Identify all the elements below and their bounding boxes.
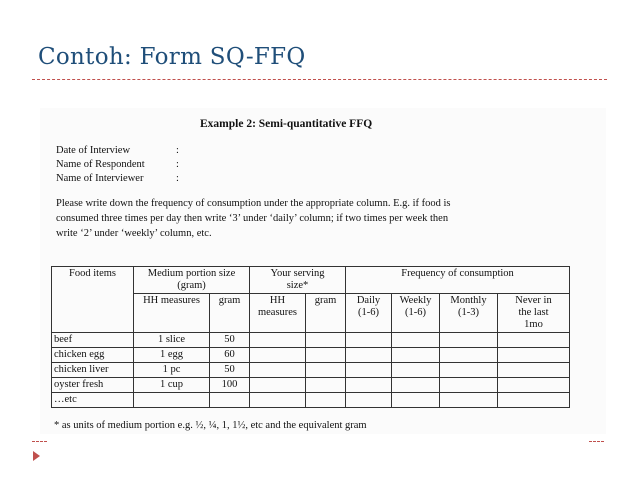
table-row: chicken liver 1 pc 50 — [52, 363, 570, 378]
title-divider — [32, 79, 607, 80]
table-row: oyster fresh 1 cup 100 — [52, 378, 570, 393]
header-serving-hh-measures: HH measures — [250, 294, 306, 333]
bottom-left-divider — [32, 441, 47, 442]
header-serving-gram: gram — [306, 294, 346, 333]
instruction-line: write ‘2’ under ‘weekly’ column, etc. — [56, 228, 212, 239]
header-frequency: Frequency of consumption — [346, 267, 570, 294]
header-medium-portion: Medium portion size (gram) — [134, 267, 250, 294]
scanned-form — [40, 108, 606, 434]
slide-title: Contoh: Form SQ-FFQ — [38, 44, 306, 70]
field-name-of-interviewer: Name of Interviewer : — [56, 173, 179, 184]
header-hh-measures: HH measures — [134, 294, 210, 333]
header-never: Never in the last 1mo — [498, 294, 570, 333]
table-row: beef 1 slice 50 — [52, 333, 570, 348]
header-daily: Daily (1-6) — [346, 294, 392, 333]
footnote: * as units of medium portion e.g. ½, ¼, 1, 1½, etc and the equivalent gram — [54, 420, 367, 431]
instructions — [56, 196, 536, 241]
header-food-items: Food items — [52, 267, 134, 333]
header-weekly: Weekly (1-6) — [392, 294, 440, 333]
instruction-line: Please write down the frequency of consumption under the appropriate column. E.g. if food is — [56, 198, 451, 209]
field-date-of-interview: Date of Interview : — [56, 145, 179, 156]
instruction-line: consumed three times per day then write ‘3’ under ‘daily’ column; if two times per week then — [56, 213, 449, 224]
form-title: Example 2: Semi-quantitative FFQ — [200, 118, 373, 130]
bullet-triangle-icon — [33, 451, 40, 461]
ffq-table — [51, 266, 570, 408]
form-fields — [56, 144, 186, 186]
header-gram: gram — [210, 294, 250, 333]
field-name-of-respondent: Name of Respondent : — [56, 159, 179, 170]
header-monthly: Monthly (1-3) — [440, 294, 498, 333]
bottom-right-divider — [589, 441, 604, 442]
table-row: chicken egg 1 egg 60 — [52, 348, 570, 363]
header-your-serving: Your serving size* — [250, 267, 346, 294]
table-row: …etc — [52, 393, 570, 408]
